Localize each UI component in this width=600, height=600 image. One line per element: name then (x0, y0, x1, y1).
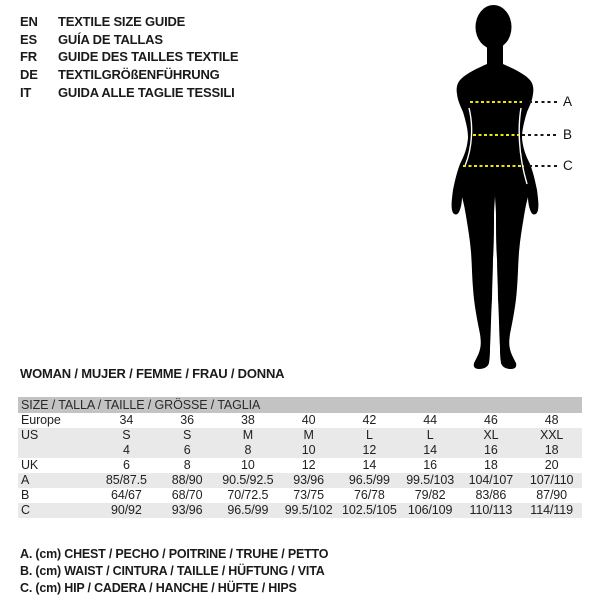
table-row (18, 413, 582, 428)
language-row (20, 31, 238, 49)
woman-silhouette (444, 4, 544, 370)
marker-label-a: A (563, 94, 573, 109)
size-cell: 38 (241, 413, 255, 427)
chest-measure-line (470, 101, 522, 103)
language-label: GUIDE DES TAILLES TEXTILE (58, 49, 239, 65)
size-cell: 87/90 (536, 488, 568, 502)
language-code: EN (20, 14, 38, 30)
size-cell: 99.5/103 (406, 473, 455, 487)
size-cell: 12 (301, 458, 316, 472)
row-label: A (21, 473, 30, 487)
size-cell: 73/75 (293, 488, 325, 502)
language-label: TEXTILE SIZE GUIDE (58, 14, 186, 30)
size-cell: 102.5/105 (342, 503, 397, 517)
row-label (18, 443, 96, 458)
language-code: FR (20, 49, 37, 65)
language-list (20, 13, 238, 101)
size-cell: 42 (362, 413, 377, 427)
marker-label-b: B (563, 127, 573, 142)
hip-leader-line (529, 165, 558, 167)
size-cell: 14 (362, 458, 377, 472)
size-cell: 99.5/102 (284, 503, 333, 517)
table-row (18, 473, 582, 488)
size-cell: 18 (484, 458, 498, 472)
size-cell: 6 (183, 443, 191, 457)
chest-leader-line (529, 101, 558, 103)
size-cell: 8 (183, 458, 191, 472)
language-label: GUIDA ALLE TAGLIE TESSILI (58, 84, 235, 100)
size-cell: 34 (119, 413, 134, 427)
size-cell: S (122, 428, 131, 442)
marker-label-c: C (563, 158, 573, 173)
size-cell: 10 (301, 443, 316, 457)
size-cell: S (183, 428, 192, 442)
waist-measure-line (473, 134, 519, 136)
size-table-body (18, 413, 582, 518)
legend-line: C. (cm) HIP / CADERA / HANCHE / HÜFTE / HIPS (20, 581, 297, 595)
language-label: TEXTILGRÖßENFÜHRUNG (58, 67, 220, 83)
size-cell: 90.5/92.5 (222, 473, 274, 487)
size-cell: 12 (362, 443, 377, 457)
size-cell: 90/92 (110, 503, 142, 517)
table-row (18, 458, 582, 473)
size-cell: XL (483, 428, 499, 442)
size-cell: 79/82 (414, 488, 446, 502)
size-cell: M (242, 428, 254, 442)
language-row (20, 66, 238, 84)
size-cell: 46 (484, 413, 498, 427)
size-table (18, 397, 582, 518)
size-cell: M (303, 428, 314, 442)
size-cell: 76/78 (353, 488, 385, 502)
waist-leader-line (522, 134, 558, 136)
size-cell: 96.5/99 (227, 503, 269, 517)
row-label: B (21, 488, 30, 502)
section-title: WOMAN / MUJER / FEMME / FRAU / DONNA (20, 366, 285, 381)
legend-line: B. (cm) WAIST / CINTURA / TAILLE / HÜFTUNG / VITA (20, 564, 325, 578)
size-cell: 88/90 (171, 473, 203, 487)
size-cell: 110/113 (469, 503, 513, 517)
size-cell: 16 (484, 443, 498, 457)
size-cell: 93/96 (293, 473, 325, 487)
size-cell: 85/87.5 (105, 473, 147, 487)
size-cell: 104/107 (468, 473, 514, 487)
measurement-legend (20, 546, 328, 597)
language-row (20, 13, 238, 31)
table-row (18, 488, 582, 503)
size-cell: 107/110 (529, 473, 574, 487)
size-cell: 14 (423, 443, 437, 457)
table-row (18, 428, 582, 443)
language-row (20, 83, 238, 101)
table-row (18, 443, 582, 458)
size-cell: 70/72.5 (227, 488, 269, 502)
size-cell: 20 (544, 458, 559, 472)
size-cell: 44 (423, 413, 437, 427)
size-cell: 114/119 (530, 503, 573, 517)
size-cell: 6 (122, 458, 130, 472)
row-label: US (21, 428, 39, 442)
size-cell: L (365, 428, 373, 442)
size-cell: 64/67 (110, 488, 142, 502)
size-cell: 8 (244, 443, 252, 457)
table-row (18, 503, 582, 518)
size-cell: 93/96 (171, 503, 203, 517)
hip-measure-line (463, 165, 524, 167)
row-label: Europe (21, 413, 61, 427)
language-code: DE (20, 67, 38, 83)
language-code: IT (20, 84, 32, 100)
size-cell: 18 (544, 443, 559, 457)
size-cell: 68/70 (171, 488, 203, 502)
row-label: UK (21, 458, 39, 472)
size-cell: 106/109 (407, 503, 453, 517)
size-cell: L (426, 428, 434, 442)
size-cell: 96.5/99 (348, 473, 390, 487)
size-cell: XXL (539, 428, 564, 442)
size-cell: 10 (241, 458, 255, 472)
size-cell: 83/86 (475, 488, 507, 502)
size-cell: 4 (122, 443, 130, 457)
size-table-header: SIZE / TALLA / TAILLE / GRÖSSE / TAGLIA (18, 397, 582, 413)
row-label: C (21, 503, 30, 517)
language-code: ES (20, 31, 37, 47)
size-cell: 36 (180, 413, 194, 427)
language-label: GUÍA DE TALLAS (58, 31, 163, 47)
size-cell: 48 (544, 413, 559, 427)
size-cell: 16 (423, 458, 437, 472)
legend-line: A. (cm) CHEST / PECHO / POITRINE / TRUHE / PETTO (20, 547, 329, 561)
language-row (20, 48, 238, 66)
size-cell: 40 (301, 413, 316, 427)
silhouette-body (452, 48, 539, 369)
